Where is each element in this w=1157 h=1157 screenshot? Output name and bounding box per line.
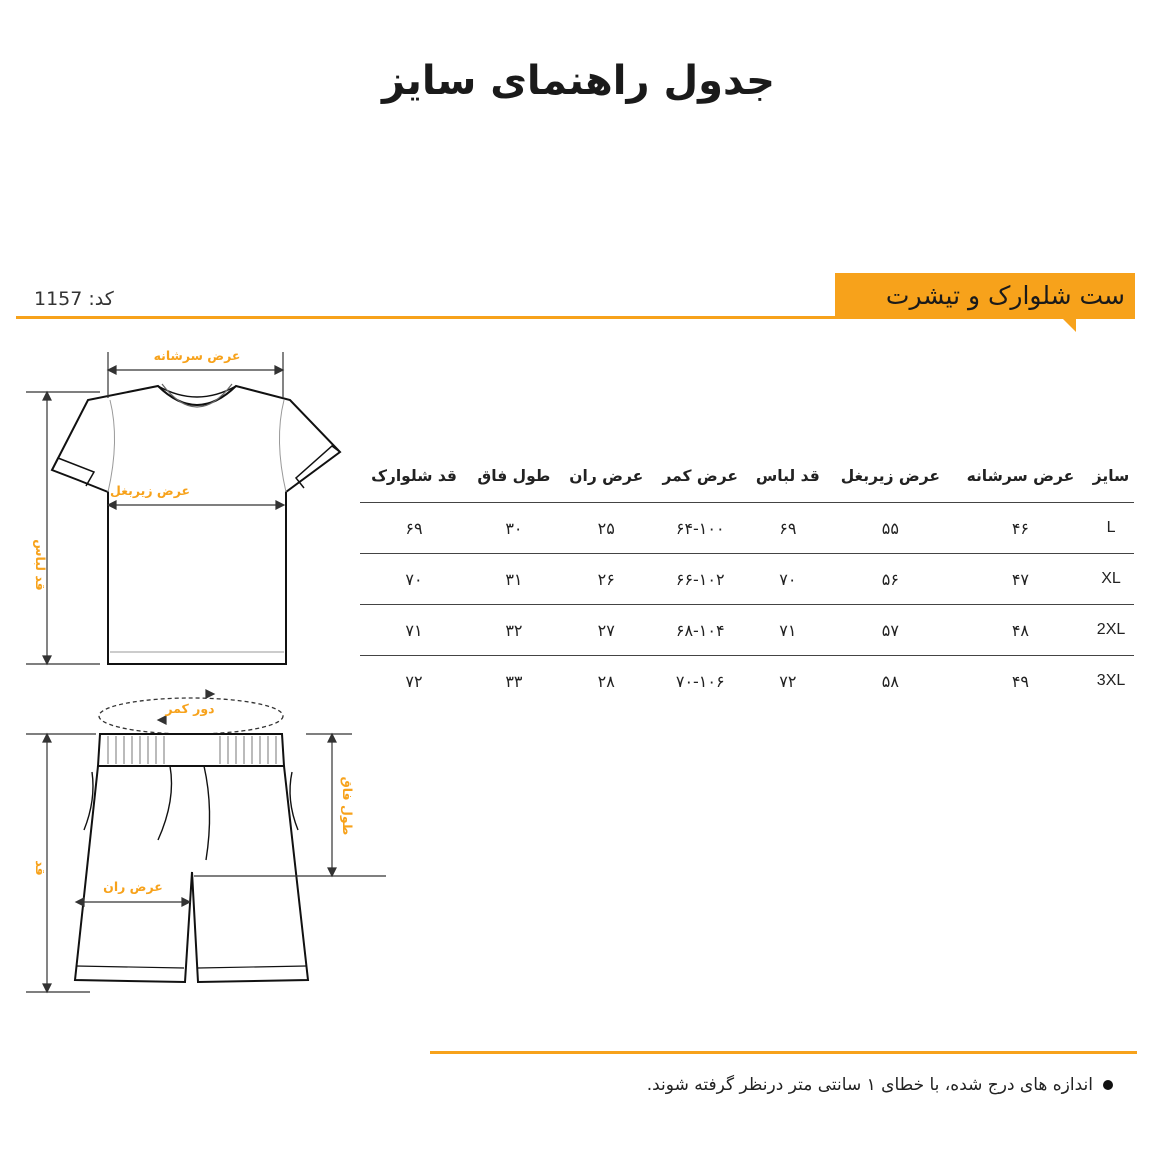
size-table bbox=[360, 450, 1134, 706]
col-header-shorts-length: قد شلوارک bbox=[360, 450, 468, 503]
col-header-size: سایز bbox=[1088, 450, 1134, 503]
cell-value: ۵۵ bbox=[828, 503, 953, 554]
footer-note bbox=[647, 1075, 1113, 1095]
cell-value: ۲۵ bbox=[560, 503, 653, 554]
shirt-length-label: قد لباس bbox=[33, 539, 48, 591]
footer-note-text: اندازه های درج شده، با خطای ۱ سانتی متر درنظر گرفته شوند. bbox=[646, 1075, 1093, 1095]
product-code: کد: 1157 bbox=[34, 288, 114, 310]
shorts-length-label: قد bbox=[33, 860, 48, 876]
cell-value: ۷۱ bbox=[360, 605, 468, 656]
cell-value: ۵۸ bbox=[881, 671, 899, 691]
cell-value: ۴۹ bbox=[1011, 671, 1029, 691]
cell-value: ۳۳ bbox=[505, 671, 523, 691]
col-header-waist: عرض کمر bbox=[653, 450, 748, 503]
cell-value: ۳۰ bbox=[468, 503, 560, 554]
shorts-dimensions bbox=[26, 690, 386, 992]
cell-size: XL bbox=[1088, 554, 1134, 605]
thigh-width-label: عرض ران bbox=[103, 879, 163, 894]
col-header-inseam: طول فاق bbox=[468, 450, 560, 503]
product-label: ست شلوارک و تیشرت bbox=[885, 281, 1125, 310]
cell-value: ۵۶ bbox=[828, 554, 953, 605]
cell-value: ۳۱ bbox=[468, 554, 560, 605]
shirt-dimensions bbox=[26, 352, 284, 664]
col-header-shirt-length: قد لباس bbox=[748, 450, 828, 503]
cell-value: ۵۷ bbox=[828, 605, 953, 656]
cell-size: L bbox=[1088, 503, 1134, 554]
col-header-thigh: عرض ران bbox=[560, 450, 653, 503]
cell-value: ۳۲ bbox=[468, 605, 560, 656]
page-title: جدول راهنمای سایز bbox=[382, 58, 775, 104]
footer-divider bbox=[430, 1051, 1137, 1054]
cell-value: ۶۶-۱۰۲ bbox=[653, 554, 748, 605]
cell-value: ۴۶ bbox=[953, 503, 1088, 554]
table-row bbox=[360, 656, 1134, 707]
chest-width-label: عرض زیربغل bbox=[109, 483, 191, 498]
inseam-label: طول فاق bbox=[340, 776, 355, 836]
col-header-shoulder: عرض سرشانه bbox=[953, 450, 1088, 503]
shorts-drawing bbox=[75, 698, 308, 982]
cell-value: ۴۸ bbox=[953, 605, 1088, 656]
cell-value: ۷۰ bbox=[748, 554, 828, 605]
table-row bbox=[360, 605, 1134, 656]
cell-value: ۷۲ bbox=[779, 671, 797, 691]
cell-value: ۷۱ bbox=[748, 605, 828, 656]
bullet-icon bbox=[1103, 1080, 1113, 1090]
cell-value: ۷۲ bbox=[405, 671, 423, 691]
col-header-chest: عرض زیربغل bbox=[828, 450, 953, 503]
waist-label: دور کمر bbox=[165, 701, 215, 716]
cell-value: ۷۰ bbox=[360, 554, 468, 605]
table-row bbox=[360, 554, 1134, 605]
garment-diagram bbox=[0, 0, 420, 1020]
cell-value: ۲۶ bbox=[560, 554, 653, 605]
cell-value: ۲۸ bbox=[597, 671, 615, 691]
shoulder-width-label: عرض سرشانه bbox=[153, 348, 241, 363]
cell-value: ۶۹ bbox=[748, 503, 828, 554]
waistband-ribs bbox=[108, 736, 276, 764]
tshirt-drawing bbox=[52, 384, 340, 664]
cell-value: ۶۹ bbox=[360, 503, 468, 554]
cell-value: ۶۴-۱۰۰ bbox=[653, 503, 748, 554]
cell-value: ۲۷ bbox=[560, 605, 653, 656]
table-header-row bbox=[360, 450, 1134, 503]
cell-size: 3XL bbox=[1096, 672, 1126, 689]
cell-value: ۶۸-۱۰۴ bbox=[653, 605, 748, 656]
table-row bbox=[360, 503, 1134, 554]
cell-size: 2XL bbox=[1088, 605, 1134, 656]
ribbon-tail bbox=[1062, 318, 1076, 332]
cell-value: ۷۰-۱۰۶ bbox=[675, 671, 725, 691]
cell-value: ۴۷ bbox=[953, 554, 1088, 605]
product-ribbon bbox=[835, 273, 1135, 319]
